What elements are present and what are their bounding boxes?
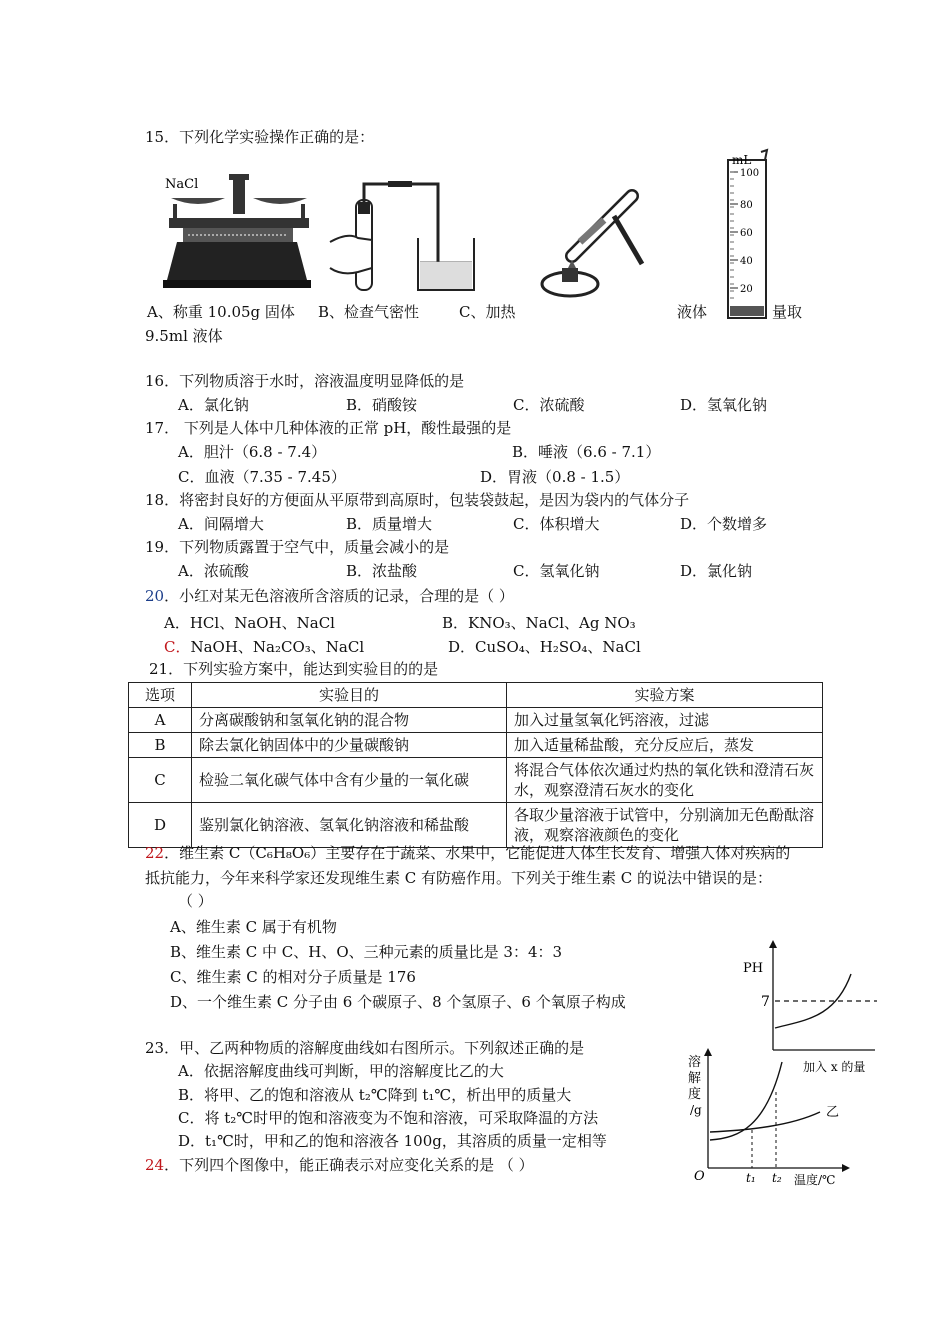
table-row — [129, 803, 823, 848]
q20-option-b: B．KNO₃、NaCl、Ag NO₃ — [442, 614, 636, 632]
table-cell: B — [129, 733, 192, 758]
q15-option-b: B、检查气密性 — [318, 303, 420, 321]
q20-option-c-letter: C． — [164, 638, 191, 656]
table-row — [129, 733, 823, 758]
table-header-cell: 实验目的 — [192, 683, 507, 708]
solubility-x-label: 温度/℃ — [794, 1173, 836, 1187]
q15-option-c: C、加热 — [459, 303, 516, 321]
q23-option-b: B．将甲、乙的饱和溶液从 t₂℃降到 t₁℃，析出甲的质量大 — [178, 1086, 572, 1104]
q22-option-b: B、维生素 C 中 C、H、O、三种元素的质量比是 3：4：3 — [170, 943, 563, 961]
table-cell: A — [129, 708, 192, 733]
q22-stem-line1: ．维生素 C（C₆H₈O₆）主要存在于蔬菜、水果中，它能促进人体生长发育、增强人体对疾病的 — [164, 844, 791, 862]
q23-option-c: C．将 t₂℃时甲的饱和溶液变为不饱和溶液，可采取降温的方法 — [178, 1109, 599, 1127]
q22-option-d: D、一个维生素 C 分子由 6 个碳原子、8 个氢原子、6 个氧原子构成 — [170, 993, 626, 1011]
table-cell: C — [129, 758, 192, 803]
table-header-cell: 选项 — [129, 683, 192, 708]
q15-option-a: A、称重 10.05g 固体 — [147, 303, 295, 321]
table-header-row — [129, 683, 823, 708]
t2-label: t₂ — [772, 1171, 782, 1185]
table-cell: 鉴别氯化钠溶液、氢氧化钠溶液和稀盐酸 — [192, 803, 507, 848]
q21-stem: 21．下列实验方案中，能达到实验目的的是 — [149, 660, 439, 678]
q22-option-a: A、维生素 C 属于有机物 — [170, 918, 337, 936]
table-cell: 检验二氧化碳气体中含有少量的一氧化碳 — [192, 758, 507, 803]
cylinder-tick-label: 80 — [740, 200, 753, 211]
table-cell: 除去氯化钠固体中的少量碳酸钠 — [192, 733, 507, 758]
q18-option-a: A．间隔增大 — [178, 515, 264, 533]
q15-option-d-part3: 9.5ml 液体 — [145, 327, 223, 345]
ph-tick-7: 7 — [761, 994, 770, 1010]
table-row — [129, 708, 823, 733]
q17-option-a: A．胆汁（6.8 - 7.4） — [178, 443, 327, 461]
cylinder-tick-label: 40 — [740, 256, 753, 267]
q22-line1 — [145, 843, 790, 863]
q19-option-d: D．氯化钠 — [680, 562, 753, 580]
q20-option-c-line — [164, 637, 364, 657]
q16-option-b: B．硝酸铵 — [346, 396, 418, 414]
table-cell: 加入适量稀盐酸，充分反应后，蒸发 — [507, 733, 823, 758]
heating-figure — [532, 176, 672, 306]
q19-option-b: B．浓盐酸 — [346, 562, 418, 580]
q19-option-c: C．氢氧化钠 — [513, 562, 600, 580]
airtight-figure — [328, 172, 478, 296]
cylinder-tick-label: 60 — [740, 228, 753, 239]
balance-figure — [163, 170, 311, 292]
q24-line — [145, 1155, 534, 1175]
q15-stem: 15．下列化学实验操作正确的是： — [145, 128, 375, 146]
q20-number: 20 — [145, 587, 165, 605]
q17-option-c: C．血液（7.35 - 7.45） — [178, 468, 346, 486]
nacl-label: NaCl — [165, 177, 199, 192]
q15-option-d-part1: 液体 — [677, 303, 708, 321]
ph-x-label: 加入 x 的量 — [803, 1060, 866, 1074]
table-row — [129, 758, 823, 803]
q20-option-a: A．HCl、NaOH、NaCl — [164, 614, 335, 632]
q18-stem: 18．将密封良好的方便面从平原带到高原时，包装袋鼓起，是因为袋内的气体分子 — [145, 491, 690, 509]
cylinder-tick-label: 100 — [740, 168, 760, 179]
q18-option-c: C．体积增大 — [513, 515, 600, 533]
q16-option-d: D．氢氧化钠 — [680, 396, 768, 414]
table-cell: 加入过量氢氧化钙溶液，过滤 — [507, 708, 823, 733]
solubility-y-label-1: 溶 — [688, 1055, 702, 1070]
q15-option-d-part2: 量取 — [772, 303, 803, 321]
q22-number: 22 — [145, 844, 165, 862]
q16-option-a: A．氯化钠 — [178, 396, 249, 414]
table-cell: 各取少量溶液于试管中，分别滴加无色酚酞溶液，观察溶液颜色的变化 — [507, 803, 823, 848]
q20-stem-line — [145, 586, 514, 606]
q19-stem: 19．下列物质露置于空气中，质量会减小的是 — [145, 538, 450, 556]
q20-option-c: NaOH、Na₂CO₃、NaCl — [190, 638, 365, 656]
q22-stem-line2: 抵抗能力，今年来科学家还发现维生素 C 有防癌作用。下列关于维生素 C 的说法中错误的是： — [145, 869, 773, 887]
q23-option-a: A．依据溶解度曲线可判断，甲的溶解度比乙的大 — [178, 1062, 504, 1080]
q24-number: 24 — [145, 1156, 165, 1174]
q22-paren: （ ） — [178, 892, 213, 910]
q16-option-c: C．浓硫酸 — [513, 396, 585, 414]
q16-stem: 16．下列物质溶于水时，溶液温度明显降低的是 — [145, 372, 465, 390]
table-cell: 将混合气体依次通过灼热的氧化铁和澄清石灰水，观察澄清石灰水的变化 — [507, 758, 823, 803]
table-cell: D — [129, 803, 192, 848]
cylinder-unit: mL — [732, 153, 752, 167]
q24-stem: ．下列四个图像中，能正确表示对应变化关系的是 （ ） — [164, 1156, 534, 1174]
q20-stem: ．小红对某无色溶液所含溶质的记录，合理的是（ ） — [164, 587, 514, 605]
table-header-cell: 实验方案 — [507, 683, 823, 708]
solubility-graph — [680, 1046, 860, 1194]
q21-table — [128, 682, 823, 848]
q23-stem: 23．甲、乙两种物质的溶解度曲线如右图所示。下列叙述正确的是 — [145, 1039, 585, 1057]
t1-label: t₁ — [746, 1171, 756, 1185]
q17-option-b: B．唾液（6.6 - 7.1） — [512, 443, 661, 461]
q17-option-d: D．胃液（0.8 - 1.5） — [480, 468, 630, 486]
origin-label: O — [694, 1169, 705, 1184]
solubility-y-label-2: 解 — [688, 1071, 702, 1086]
cylinder-tick-label: 20 — [740, 284, 753, 295]
q18-option-b: B．质量增大 — [346, 515, 433, 533]
solubility-y-label-3: 度 — [688, 1087, 702, 1102]
curve-label-yi: 乙 — [826, 1105, 840, 1120]
q20-option-d: D．CuSO₄、H₂SO₄、NaCl — [448, 638, 641, 656]
cylinder-figure — [725, 148, 773, 324]
q17-stem: 17． 下列是人体中几种体液的正常 pH，酸性最强的是 — [145, 419, 512, 437]
q19-option-a: A．浓硫酸 — [178, 562, 249, 580]
solubility-y-label-4: /g — [690, 1103, 702, 1117]
q23-option-d: D．t₁℃时，甲和乙的饱和溶液各 100g，其溶质的质量一定相等 — [178, 1132, 607, 1150]
q18-option-d: D．个数增多 — [680, 515, 768, 533]
table-cell: 分离碳酸钠和氢氧化钠的混合物 — [192, 708, 507, 733]
q22-option-c: C、维生素 C 的相对分子质量是 176 — [170, 968, 416, 986]
ph-axis-label: PH — [743, 961, 764, 976]
